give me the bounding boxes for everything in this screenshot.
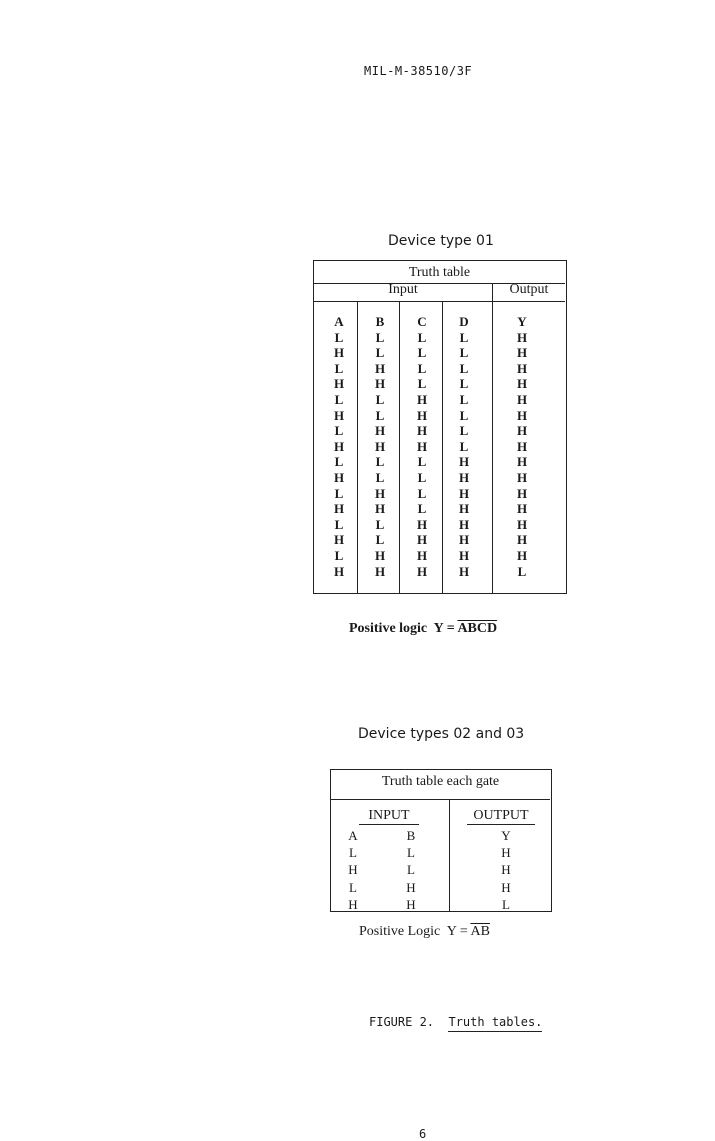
table1-divider: [442, 301, 443, 593]
document-id: MIL-M-38510/3F: [364, 64, 473, 78]
figure-label: FIGURE 2.: [369, 1015, 435, 1029]
table2-column-b: B L L H H: [406, 828, 416, 912]
table2-column-y: Y H H H L: [501, 828, 511, 912]
table1-rule: [314, 301, 565, 302]
logic-expression: $\overline{AB}$: [470, 924, 490, 939]
table1-column-b: B L L H H L L H H L L H H L L H H: [374, 314, 386, 579]
table2-output-header: OUTPUT: [467, 807, 535, 825]
table1-output-header: Output: [509, 282, 549, 297]
logic-label: Positive Logic Y =: [359, 924, 471, 939]
table1-column-a: A L H L H L H L H L H L H L H L H: [333, 314, 345, 579]
table2-divider: [449, 799, 450, 911]
table2-column-a: A L H L H: [348, 828, 358, 912]
table2-caption: Device types 02 and 03: [358, 726, 525, 742]
table2-rule: [331, 799, 550, 800]
figure-title: Truth tables.: [448, 1015, 542, 1032]
logic-expression: ABCD: [457, 621, 498, 636]
table2-logic-equation: [359, 924, 490, 940]
figure-caption: [369, 1015, 542, 1029]
table1-divider: [357, 301, 358, 593]
table1-column-y: Y H H H H H H H H H H H H H H H L: [516, 314, 528, 579]
table1-caption: Device type 01: [388, 233, 494, 249]
table1-column-d: D L L L L L L L L H H H H H H H H: [458, 314, 470, 579]
table1-divider: [399, 301, 400, 593]
table1-divider: [492, 283, 493, 593]
truth-table-02-03: [330, 769, 552, 912]
table1-title: Truth table: [408, 265, 471, 280]
table2-input-header: INPUT: [359, 807, 419, 825]
table1-input-header: Input: [388, 282, 418, 297]
table1-logic-equation: [349, 621, 497, 637]
page-number: 6: [419, 1127, 427, 1141]
logic-label: Positive logic Y =: [349, 621, 458, 636]
truth-table-01: [313, 260, 567, 594]
table2-title: Truth table each gate: [381, 774, 500, 789]
table1-column-c: C L L L L H H H H L L L L H H H H: [416, 314, 428, 579]
